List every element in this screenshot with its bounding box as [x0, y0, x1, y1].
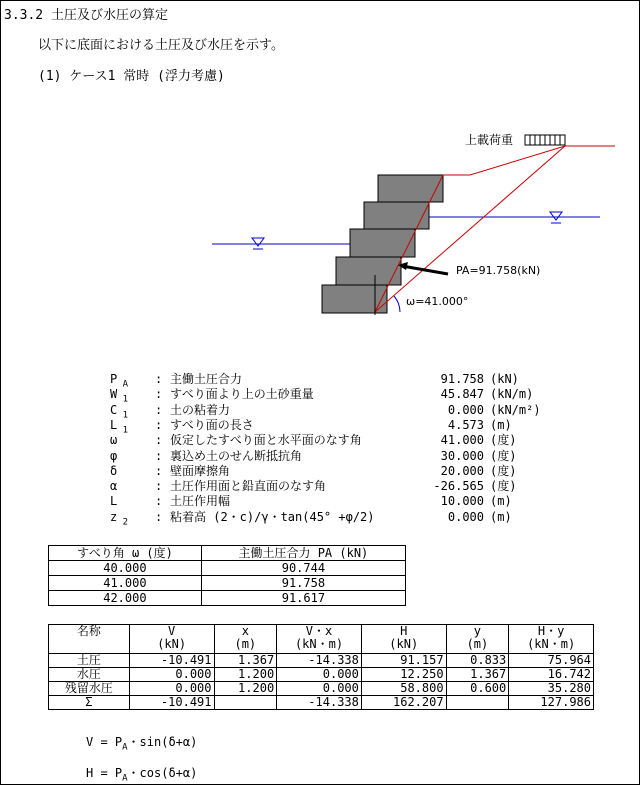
table-cell: 40.000 — [49, 561, 202, 576]
param-description: 壁面摩擦角 — [170, 463, 231, 478]
table-cell: 162.207 — [361, 696, 446, 710]
formula-h: $H = P_A$・cos(δ+α) — [86, 766, 198, 784]
case-label: (1) ケース1 常時 (浮力考慮) — [38, 69, 225, 84]
table-cell: -14.338 — [277, 654, 362, 668]
surcharge-label: 上載荷重 — [465, 133, 514, 147]
param-symbol: α — [110, 479, 118, 494]
force-table — [48, 624, 594, 710]
table-cell: 水圧 — [49, 668, 130, 682]
table-cell: 41.000 — [49, 576, 202, 591]
param-symbol: L — [110, 494, 118, 509]
param-unit: (kN/m²) — [490, 402, 541, 417]
header-cell: H (kN) — [361, 625, 446, 654]
table-row — [49, 696, 594, 710]
table-row — [49, 561, 406, 576]
param-symbol: ω — [110, 433, 118, 448]
table-cell — [214, 696, 277, 710]
table-cell: 35.280 — [509, 682, 594, 696]
param-value: 0.000 — [447, 509, 484, 524]
wall-block — [336, 257, 401, 285]
param-description: 土の粘着力 — [170, 402, 231, 417]
table-cell: 16.742 — [509, 668, 594, 682]
omega-arc — [394, 296, 400, 312]
table-cell — [446, 696, 509, 710]
param-colon: : — [155, 494, 163, 509]
param-description: 土圧作用幅 — [170, 494, 231, 509]
formula-v: $V = P_A$・sin(δ+α) — [86, 735, 198, 753]
param-value: 30.000 — [440, 448, 484, 463]
omega-label: ω=41.000° — [406, 295, 469, 308]
table-cell: Σ — [49, 696, 130, 710]
table-cell: 90.744 — [201, 561, 405, 576]
header-cell: 主働土圧合力 PA (kN) — [201, 546, 405, 561]
table-cell: 91.617 — [201, 591, 405, 606]
param-unit: (m) — [490, 494, 512, 509]
param-unit: (度) — [490, 463, 517, 478]
table-cell: -14.338 — [277, 696, 362, 710]
slip-angle-table — [48, 545, 406, 606]
param-colon: : — [155, 479, 163, 494]
param-description: 仮定したすべり面と水平面のなす角 — [170, 433, 362, 448]
table-cell: 127.986 — [509, 696, 594, 710]
param-colon: : — [155, 417, 163, 432]
section-heading: 3.3.2 土圧及び水圧の算定 — [4, 8, 168, 23]
param-symbol: P $_A$ — [110, 372, 129, 390]
table-cell: 91.157 — [361, 654, 446, 668]
table-cell: 75.964 — [509, 654, 594, 668]
header-cell: y (m) — [446, 625, 509, 654]
table-row — [49, 682, 594, 696]
param-unit: (m) — [490, 417, 512, 432]
param-description: 土圧作用面と鉛直面のなす角 — [170, 479, 327, 494]
table-cell: 91.758 — [201, 576, 405, 591]
param-symbol: δ — [110, 463, 118, 478]
table-cell: 0.000 — [129, 668, 214, 682]
param-unit: (m) — [490, 509, 512, 524]
table-header-row — [49, 546, 406, 561]
table-cell: -10.491 — [129, 654, 214, 668]
table-cell: 土圧 — [49, 654, 130, 668]
param-symbol: W $_1$ — [110, 387, 129, 405]
header-cell: V・x (kN・m) — [277, 625, 362, 654]
retaining-wall-diagram — [0, 0, 640, 340]
param-unit: (度) — [490, 448, 517, 463]
table-row — [49, 591, 406, 606]
table-cell: -10.491 — [129, 696, 214, 710]
param-colon: : — [155, 402, 163, 417]
param-colon: : — [155, 463, 163, 478]
param-unit: (度) — [490, 479, 517, 494]
table-header-row — [49, 625, 594, 654]
param-value: 10.000 — [440, 494, 484, 509]
table-row — [49, 668, 594, 682]
param-colon: : — [155, 372, 163, 386]
header-cell: x (m) — [214, 625, 277, 654]
pa-arrow — [402, 266, 448, 274]
param-description: 粘着高 (2・c)/γ・tan(45° +φ/2) — [170, 509, 375, 524]
param-value: 45.847 — [440, 387, 484, 402]
param-symbol: C $_1$ — [110, 402, 129, 420]
param-symbol: L $_1$ — [110, 417, 129, 436]
header-cell: H・y (kN・m) — [509, 625, 594, 654]
param-colon: : — [155, 387, 163, 402]
header-cell: すべり角 ω (度) — [49, 546, 202, 561]
header-cell: 名称 — [49, 625, 130, 654]
pa-label: PA=91.758(kN) — [456, 264, 541, 277]
surcharge-icon — [525, 135, 565, 145]
table-cell: 58.800 — [361, 682, 446, 696]
intro-text: 以下に底面における土圧及び水圧を示す。 — [38, 38, 284, 53]
param-description: 主働土圧合力 — [170, 372, 243, 386]
table-cell: 12.250 — [361, 668, 446, 682]
wall-block — [378, 175, 443, 202]
table-row — [49, 576, 406, 591]
param-unit: (kN) — [490, 372, 519, 386]
table-cell: 残留水圧 — [49, 682, 130, 696]
param-unit: (kN/m) — [490, 387, 534, 402]
param-symbol: z $_2$ — [110, 509, 129, 528]
param-value: 4.573 — [447, 417, 484, 432]
param-colon: : — [155, 509, 163, 524]
param-value: -26.565 — [433, 479, 484, 494]
table-cell: 42.000 — [49, 591, 202, 606]
param-colon: : — [155, 448, 163, 463]
table-cell: 0.833 — [446, 654, 509, 668]
table-cell: 0.000 — [129, 682, 214, 696]
param-value: 91.758 — [440, 372, 484, 386]
param-value: 20.000 — [440, 463, 484, 478]
param-description: 裏込め土のせん断抵抗角 — [170, 448, 303, 463]
wall-block — [364, 202, 429, 229]
param-value: 41.000 — [440, 433, 484, 448]
table-row — [49, 654, 594, 668]
table-cell: 1.200 — [214, 668, 277, 682]
param-colon: : — [155, 433, 163, 448]
table-cell: 1.367 — [446, 668, 509, 682]
wall-block — [350, 229, 415, 257]
table-cell: 1.200 — [214, 682, 277, 696]
table-cell: 0.000 — [277, 668, 362, 682]
header-cell: V (kN) — [129, 625, 214, 654]
wall-block — [322, 285, 387, 313]
param-unit: (度) — [490, 433, 517, 448]
table-cell: 1.367 — [214, 654, 277, 668]
param-description: すべり面より上の土砂重量 — [170, 387, 314, 402]
param-description: すべり面の長さ — [170, 417, 254, 432]
table-cell: 0.600 — [446, 682, 509, 696]
table-cell: 0.000 — [277, 682, 362, 696]
param-symbol: φ — [110, 448, 118, 463]
param-value: 0.000 — [447, 402, 484, 417]
